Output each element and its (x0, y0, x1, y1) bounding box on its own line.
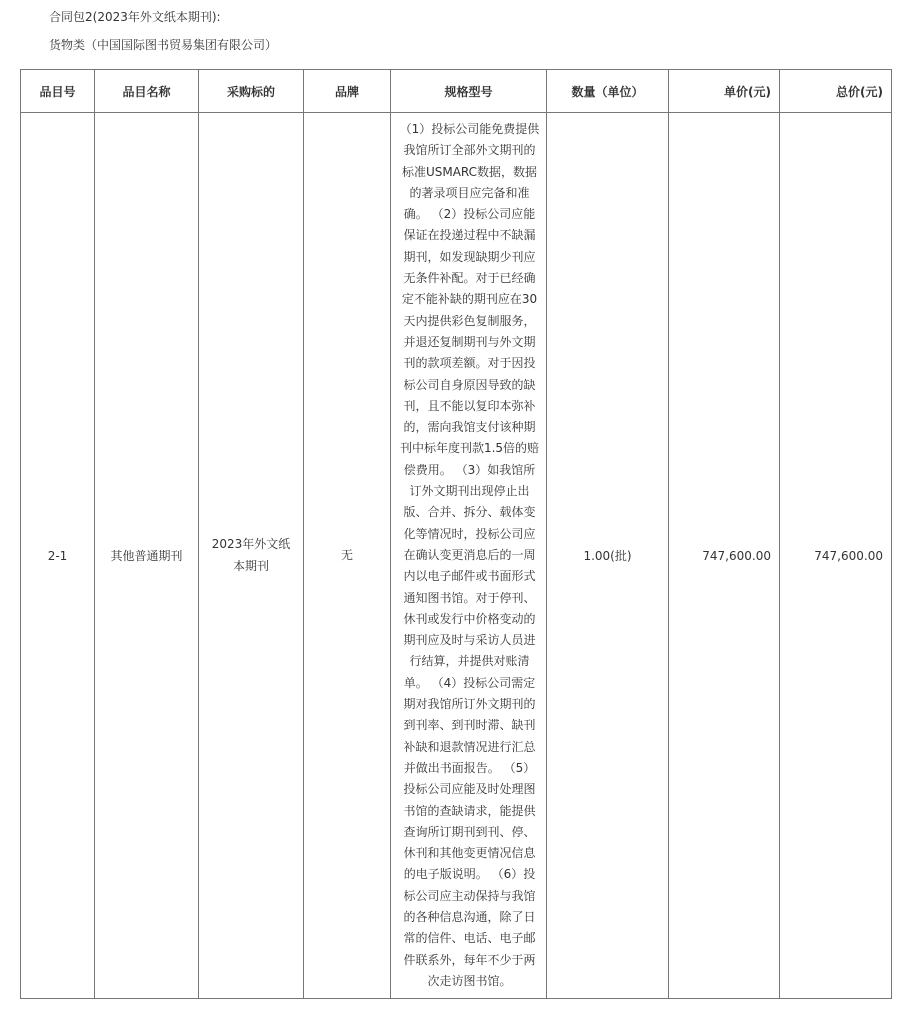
header-procurement-target: 采购标的 (199, 70, 304, 113)
header-item-name: 品目名称 (95, 70, 199, 113)
items-table (20, 69, 892, 999)
cell-quantity-unit: 1.00(批) (547, 113, 669, 999)
header-total-price: 总价(元) (780, 70, 892, 113)
cell-brand (304, 113, 391, 999)
package-title: 合同包2(2023年外文纸本期刊): (49, 10, 221, 24)
brand-text: 无 (340, 547, 353, 562)
header-brand: 品牌 (304, 70, 391, 113)
cell-total-price: 747,600.00 (780, 113, 892, 999)
table-row (21, 113, 892, 999)
category-label: 货物类（中国国际图书贸易集团有限公司） (49, 38, 278, 52)
spec-model-text: （1）投标公司能免费提供我馆所订全部外文期刊的标准USMARC数据，数据的著录项目应完备和准确。 （2）投标公司应能保证在投递过程中不缺漏期刊，如发现缺期少刊应无条件补配。对于已经确定不能补缺的期刊应在30天内提供彩色复制服务，并退还复制期刊与外文期刊的款项差额。对于因投标公司自身原因导致的缺刊，且不能以复印本弥补的，需向我馆支付该种期刊中标年度刊款1.5倍的赔偿费用。 （3）如我馆所订外文期刊出现停止出版、合并、拆分、载体变化等情况时，投标公司应在确认变更消息后的一周内以电子邮件或书面形式通知图书馆。对于停刊、休刊或发行中价格变动的期刊应及时与采访人员进行结算，并提供对账清单。 （4）投标公司需定期对我馆所订外文期刊的到刊率、到刊时滞、缺刊补缺和退款情况进行汇总并做出书面报告。 （5）投标公司应能及时处理图书馆的查缺请求，能提供查询所订期刊到刊、停、休刊和其他变更情况信息的电子版说明。 （6）投标公司应主动保持与我馆的各种信息沟通，除了日常的信件、电话、电子邮件联系外，每年不少于两次走访图书馆。 (399, 122, 540, 988)
cell-spec-model (391, 113, 547, 999)
cell-item-no: 2-1 (21, 113, 95, 999)
header-quantity-unit: 数量（单位） (547, 70, 669, 113)
header-item-no: 品目号 (21, 70, 95, 113)
table-header-row (21, 70, 892, 113)
cell-procurement-target (199, 113, 304, 999)
cell-unit-price: 747,600.00 (669, 113, 780, 999)
procurement-target-text: 2023年外文纸本期刊 (211, 537, 291, 573)
cell-item-name: 其他普通期刊 (95, 113, 199, 999)
header-unit-price: 单价(元) (669, 70, 780, 113)
header-spec-model: 规格型号 (391, 70, 547, 113)
